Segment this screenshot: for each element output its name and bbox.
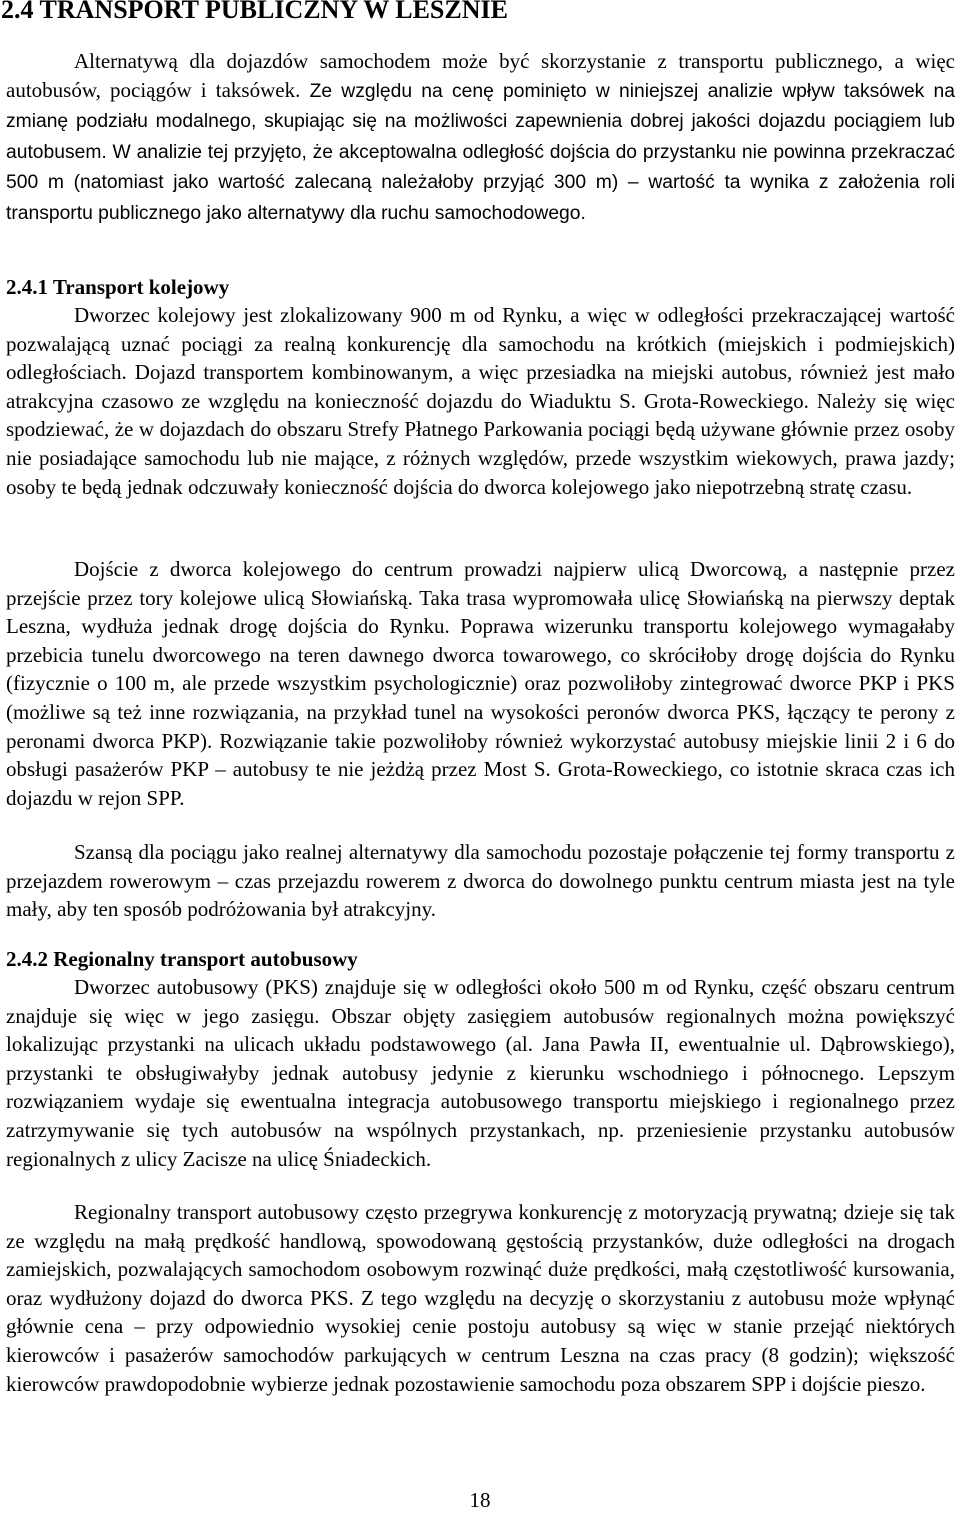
page-number: 18 (469, 1488, 491, 1512)
bus-heading: 2.4.2 Regionalny transport autobusowy (6, 947, 358, 971)
section-title: 2.4 TRANSPORT PUBLICZNY W LESZNIE (1, 0, 508, 24)
intro-serif-text: Alternatywą dla dojazdów samochodem może być skorzystanie z transportu publicznego, a więc autobusów, pociągów i taksówek. (6, 49, 955, 102)
rail-paragraph-1: Dworzec kolejowy jest zlokalizowany 900 m od Rynku, a więc w odległości przekraczającej wartość pozwalającą uznać pociągi za realną konkurencję dla samochodu na krótkich (miejskich i podmiejskich) odległościach. Dojazd transportem kombinowanym, a więc przesiadka na miejski autobus, również jest mało atrakcyjna czasowo ze względu na konieczność dojazdu do Wiaduktu S. Grota-Roweckiego. Należy się więc spodziewać, że w dojazdach do obszaru Strefy Płatnego Parkowania pociągi będą używane głównie przez osoby nie posiadające samochodu lub nie mające, z różnych względów, przede wszystkim wiekowych, prawa jazdy; osoby te będą jednak odczuwały konieczność dojścia do dworca kolejowego jako niepotrzebną stratę czasu. (6, 303, 955, 499)
bus-paragraph-2: Regionalny transport autobusowy często przegrywa konkurencję z motoryzacją prywatną; dzieje się tak ze względu na małą prędkość handlową, spowodowaną gęstością przystanków, duże odległości na drogach zamiejskich, pozwalających samochodom osobowym rozwinąć duże prędkości, małą częstotliwość kursowania, oraz wydłużony dojazd do dworca PKS. Z tego względu na decyzję o skorzystaniu z autobusu może wpłynąć głównie cena – przy odpowiednio wysokiej cenie postoju autobusy są więc w stanie przejąć niektórych kierowców i pasażerów samochodów parkujących w centrum Leszna na czas pracy (8 godzin); większość kierowców prawdopodobnie wybierze jednak pozostawienie samochodu poza obszarem SPP i dojście pieszo. (6, 1200, 955, 1396)
intro-paragraph (6, 47, 955, 229)
bus-paragraph-1: Dworzec autobusowy (PKS) znajduje się w odległości około 500 m od Rynku, część obszaru centrum znajduje się więc w jego zasięgu. Obszar objęty zasięgiem autobusów regionalnych można powiększyć lokalizując przystanki na ulicach układu podstawowego (al. Jana Pawła II, ewentualnie ul. Dąbrowskiego), przystanki te obsługiwałyby jednak autobusy jedynie z kierunku wschodniego i północnego. Lepszym rozwiązaniem wydaje się ewentualna integracja autobusowego transportu miejskiego i regionalnego przez zatrzymywanie się tych autobusów na wspólnych przystankach, np. przeniesienie przystanku autobusów regionalnych z ulicy Zacisze na ulicę Śniadeckich. (6, 975, 955, 1171)
intro-sans-text: Ze względu na cenę pominięto w niniejszej analizie wpływ taksówek na zmianę podziału modalnego, skupiając się na możliwości zapewnienia dobrej jakości dojazdu pociągiem lub autobusem. W analizie tej przyjęto, że akceptowalna odległość dojścia do przystanku nie powinna przekraczać 500 m (natomiast jako wartość zalecaną należałoby przyjąć 300 m) – wartość ta wynika z założenia roli transportu publicznego jako alternatywy dla ruchu samochodowego. (6, 80, 956, 224)
rail-paragraph-2: Dojście z dworca kolejowego do centrum prowadzi najpierw ulicą Dworcową, a następnie przez przejście przez tory kolejowe ulicą Słowiańską. Taka trasa wypromowała ulicę Słowiańską na pierwszy deptak Leszna, wydłuża jednak drogę dojścia do Rynku. Poprawa wizerunku transportu kolejowego wymagałaby przebicia tunelu dworcowego na teren dawnego dworca towarowego, co skróciłoby drogę dojścia do Rynku (fizycznie o 100 m, ale przede wszystkim psychologicznie) oraz pozwoliłoby zintegrować dworce PKP i PKS (możliwe są też inne rozwiązania, na przykład tunel na wysokości peronów dworca PKS, łączący te perony z peronami dworca PKP). Rozwiązanie takie pozwoliłoby również wykorzystać autobusy miejskie linii 2 i 6 do obsługi pasażerów PKP – autobusy te nie jeżdżą przez Most S. Grota-Roweckiego, co istotnie skraca czas ich dojazdu w rejon SPP. (6, 557, 955, 810)
rail-heading: 2.4.1 Transport kolejowy (6, 275, 230, 299)
rail-paragraph-3: Szansą dla pociągu jako realnej alternatywy dla samochodu pozostaje połączenie tej formy transportu z przejazdem rowerowym – czas przejazdu rowerem z dworca do dowolnego punktu centrum miasta jest na tyle mały, aby ten sposób podróżowania był atrakcyjny. (6, 840, 955, 922)
